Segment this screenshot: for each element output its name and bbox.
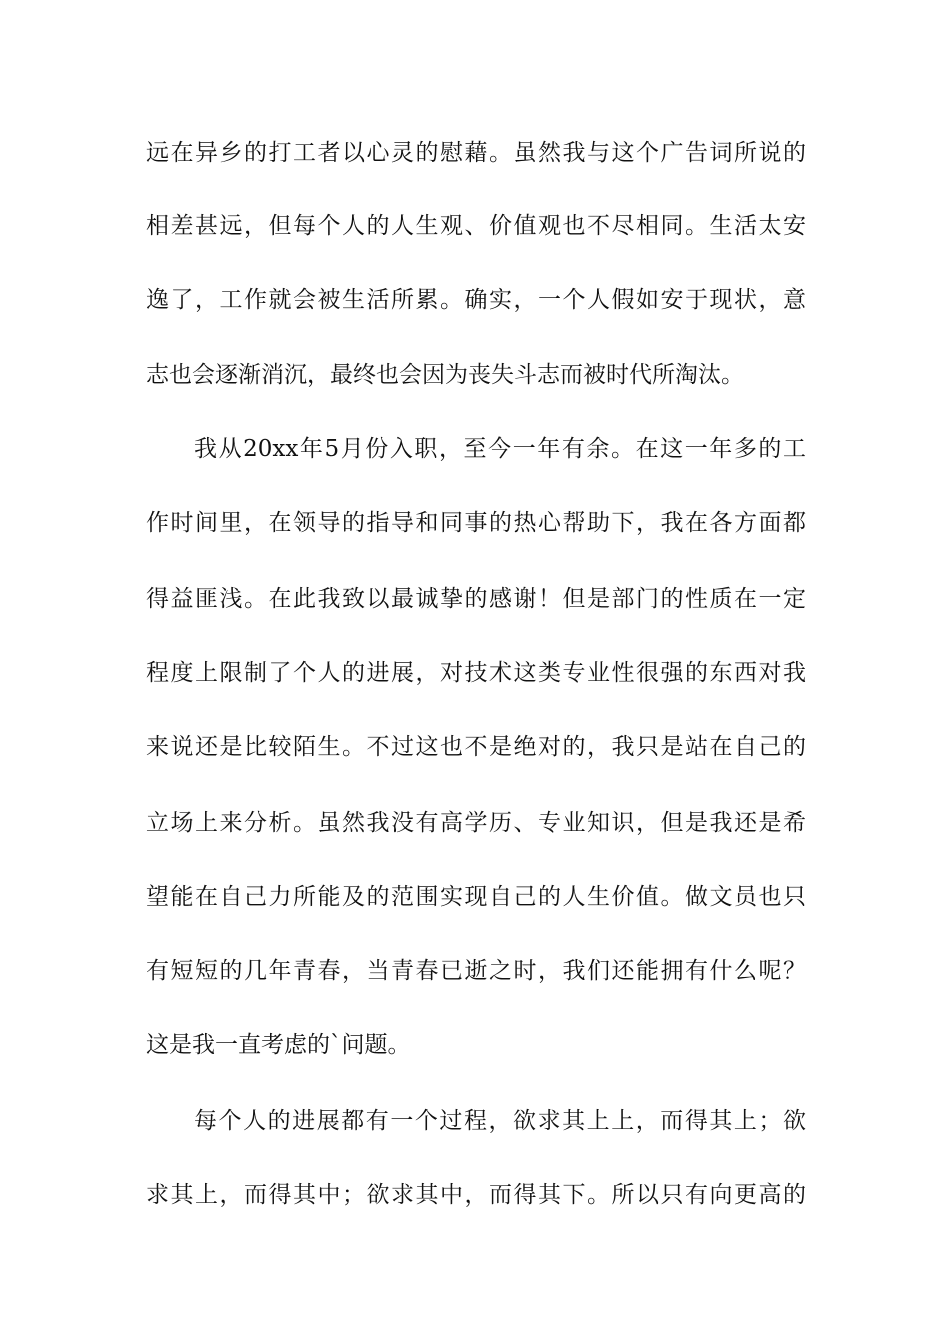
text-line-11: 望能在自己力所能及的范围实现自己的人生价值。做文员也只: [146, 884, 806, 910]
text-line-13: 这是我一直考虑的`问题。: [146, 1032, 411, 1058]
text-line-5: 我从20xx年5月份入职，至今一年有余。在这一年多的工: [194, 436, 806, 462]
text-line-8: 程度上限制了个人的进展，对技术这类专业性很强的东西对我: [146, 660, 806, 686]
text-line-3: 逸了，工作就会被生活所累。确实，一个人假如安于现状，意: [146, 287, 806, 313]
text-line-12: 有短短的几年青春，当青春已逝之时，我们还能拥有什么呢？: [146, 958, 806, 984]
text-line-14: 每个人的进展都有一个过程，欲求其上上，而得其上；欲: [194, 1108, 806, 1134]
text-line-7: 得益匪浅。在此我致以最诚挚的感谢！但是部门的性质在一定: [146, 586, 806, 612]
text-line-4: 志也会逐渐消沉，最终也会因为丧失斗志而被时代所淘汰。: [146, 362, 744, 388]
text-line-15: 求其上，而得其中；欲求其中，而得其下。所以只有向更高的: [146, 1182, 806, 1208]
text-line-9: 来说还是比较陌生。不过这也不是绝对的，我只是站在自己的: [146, 734, 806, 760]
text-line-2: 相差甚远，但每个人的人生观、价值观也不尽相同。生活太安: [146, 213, 806, 239]
text-line-1: 远在异乡的打工者以心灵的慰藉。虽然我与这个广告词所说的: [146, 140, 806, 166]
text-line-6: 作时间里，在领导的指导和同事的热心帮助下，我在各方面都: [146, 510, 806, 536]
text-line-10: 立场上来分析。虽然我没有高学历、专业知识，但是我还是希: [146, 810, 806, 836]
